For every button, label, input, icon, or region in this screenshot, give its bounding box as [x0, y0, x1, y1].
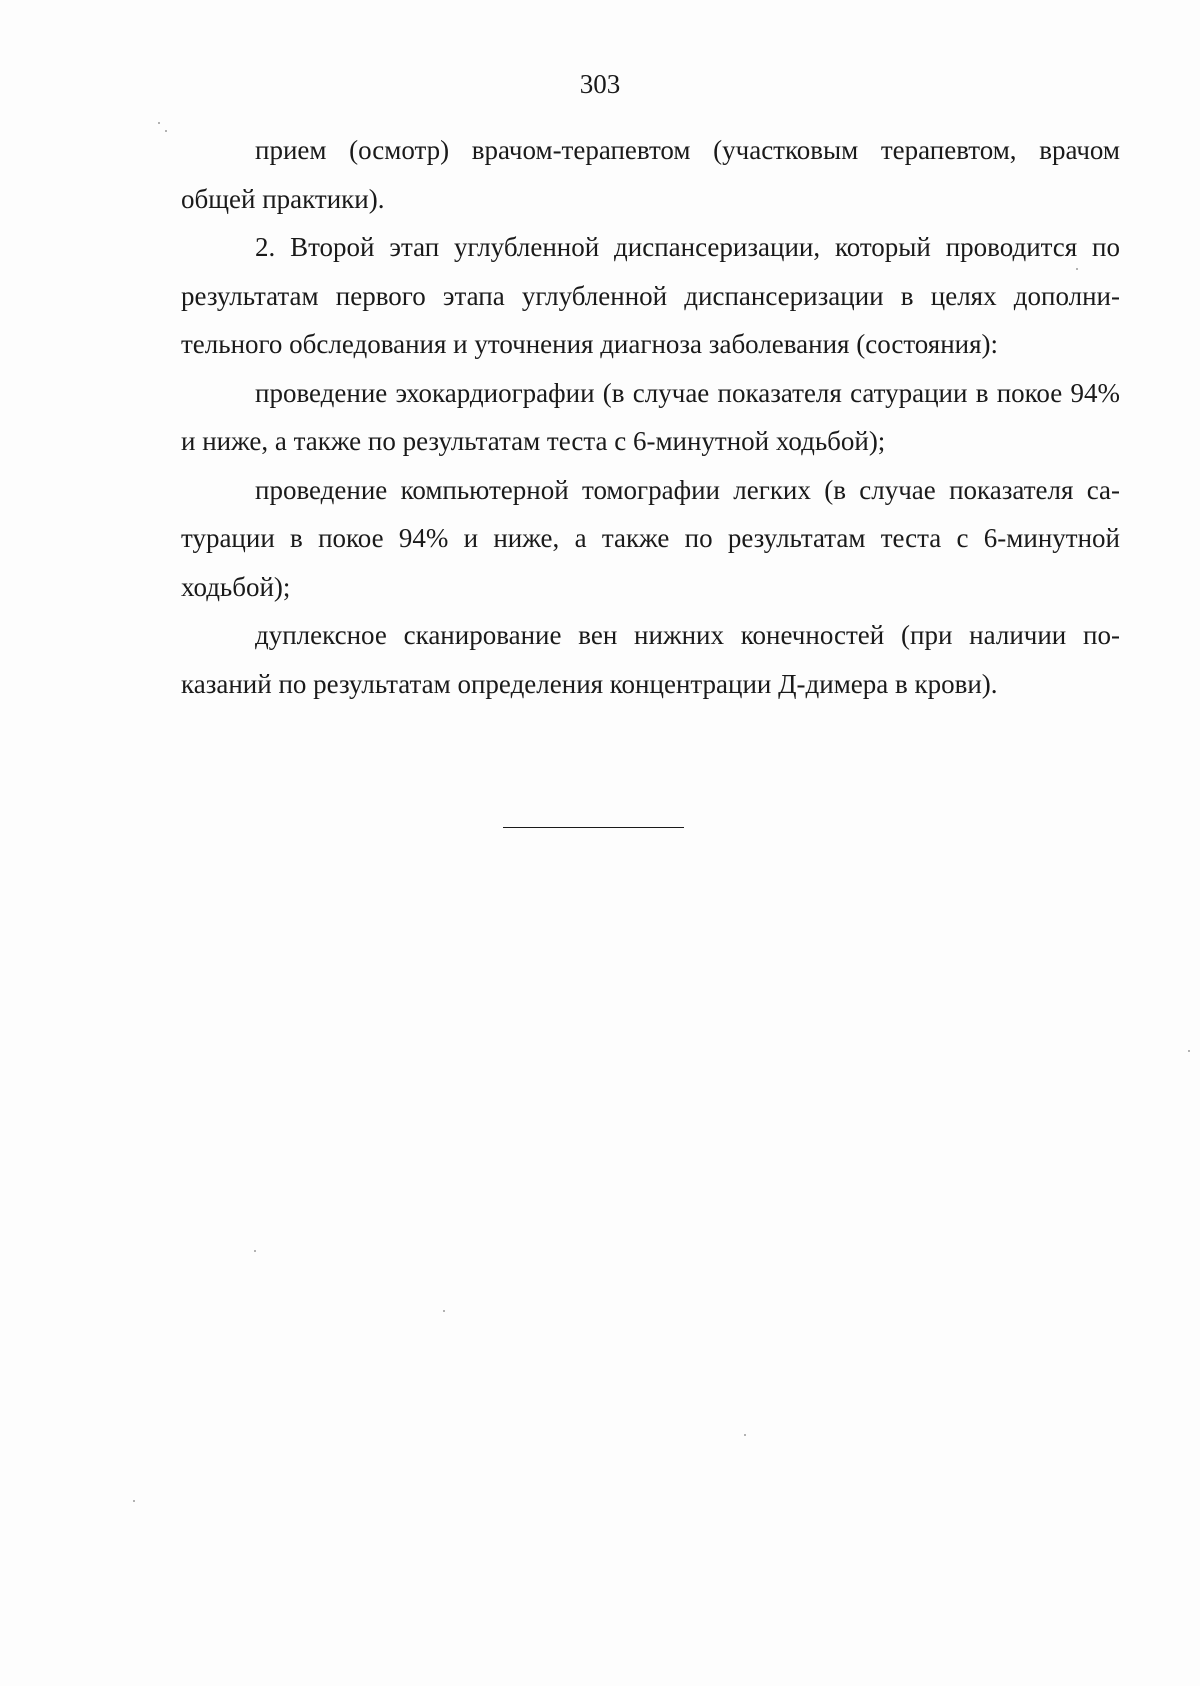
- page-number: 303: [579, 69, 621, 99]
- paragraph-duplex-scan: дуплексное сканирование вен нижних конечностей (при наличии показаний по результатам определения концентрации Д-димера в крови).: [181, 620, 1120, 699]
- scan-speck: [165, 130, 167, 132]
- paragraph-lung-ct: проведение компьютерной томографии легких (в случае показателя сатурации в покое 94% и ниже, а также по результатам теста с 6-минутной ходьбой);: [181, 474, 1120, 602]
- scan-speck: [1188, 1050, 1190, 1052]
- end-of-text-rule: [503, 827, 684, 828]
- paragraph-echocardiography: проведение эхокардиографии (в случае показателя сатурации в покое 94% и ниже, а также по результатам теста с 6-минутной ходьбой);: [181, 377, 1120, 456]
- document-body: [181, 126, 1120, 708]
- scan-speck: [1076, 268, 1078, 270]
- scan-speck: [158, 122, 160, 124]
- scan-speck: [443, 1310, 445, 1312]
- scan-speck: [744, 1434, 746, 1436]
- paragraph-second-stage: 2. Второй этап углубленной диспансеризации, который проводится по результатам первого этапа углубленной диспансеризации в целях дополнительного обследования и уточнения диагноза заболевания (состояния):: [181, 232, 1120, 359]
- scan-speck: [254, 1250, 256, 1252]
- scan-speck: [133, 1500, 135, 1502]
- paragraph-reception: прием (осмотр) врачом-терапевтом (участковым терапевтом, врачом общей практики).: [181, 135, 1120, 214]
